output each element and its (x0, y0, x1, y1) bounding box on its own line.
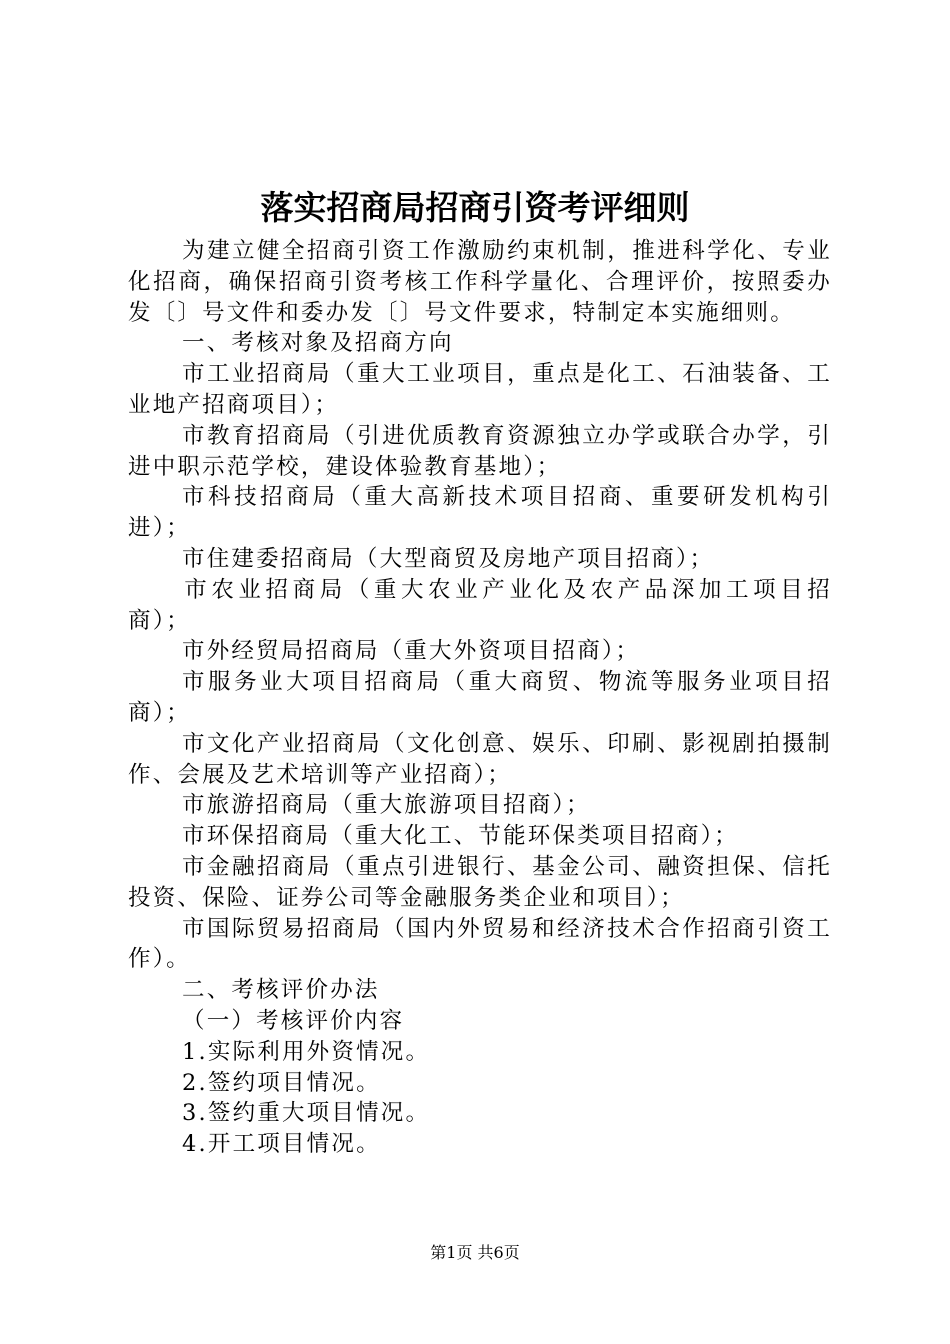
list-item: 市教育招商局（引进优质教育资源独立办学或联合办学，引进中职示范学校，建设体验教育基地）； (128, 422, 832, 480)
section-heading-1: 一、考核对象及招商方向 (182, 330, 454, 357)
list-item: 市住建委招商局（大型商贸及房地产项目招商）； (182, 545, 715, 572)
paragraph-intro: 为建立健全招商引资工作激励约束机制，推进科学化、专业化招商，确保招商引资考核工作科学量化、合理评价，按照委办发〔〕号文件和委办发〔〕号文件要求，特制定本实施细则。 (128, 238, 832, 326)
numbered-item: 2.签约项目情况。 (182, 1069, 381, 1096)
numbered-item: 3.签约重大项目情况。 (182, 1100, 431, 1127)
page-number-footer: 第1页 共6页 (430, 1243, 520, 1262)
list-item: 市外经贸局招商局（重大外资项目招商）； (182, 638, 641, 665)
document-title: 落实招商局招商引资考评细则 (260, 188, 690, 227)
list-item: 市工业招商局（重大工业项目，重点是化工、石油装备、工业地产招商项目）； (128, 361, 832, 418)
list-item: 市文化产业招商局（文化创意、娱乐、印刷、影视剧拍摄制作、会展及艺术培训等产业招商）； (128, 730, 832, 788)
list-item: 市国际贸易招商局（国内外贸易和经济技术合作招商引资工作）。 (128, 915, 832, 973)
numbered-item: 4.开工项目情况。 (182, 1131, 381, 1158)
numbered-item: 1.实际利用外资情况。 (182, 1038, 431, 1065)
section-heading-2: 二、考核评价办法 (182, 977, 380, 1004)
list-item: 市服务业大项目招商局（重大商贸、物流等服务业项目招商）； (128, 669, 832, 726)
list-item: 市农业招商局（重大农业产业化及农产品深加工项目招商）； (128, 576, 832, 634)
document-body (128, 236, 832, 1160)
subsection-heading: （一）考核评价内容 (182, 1007, 405, 1034)
list-item: 市科技招商局（重大高新技术项目招商、重要研发机构引进）； (128, 484, 832, 542)
list-item: 市环保招商局（重大化工、节能环保类项目招商）； (182, 823, 739, 850)
list-item: 市旅游招商局（重大旅游项目招商）； (182, 792, 591, 819)
list-item: 市金融招商局（重点引进银行、基金公司、融资担保、信托投资、保险、证券公司等金融服务类企业和项目）； (128, 853, 832, 911)
